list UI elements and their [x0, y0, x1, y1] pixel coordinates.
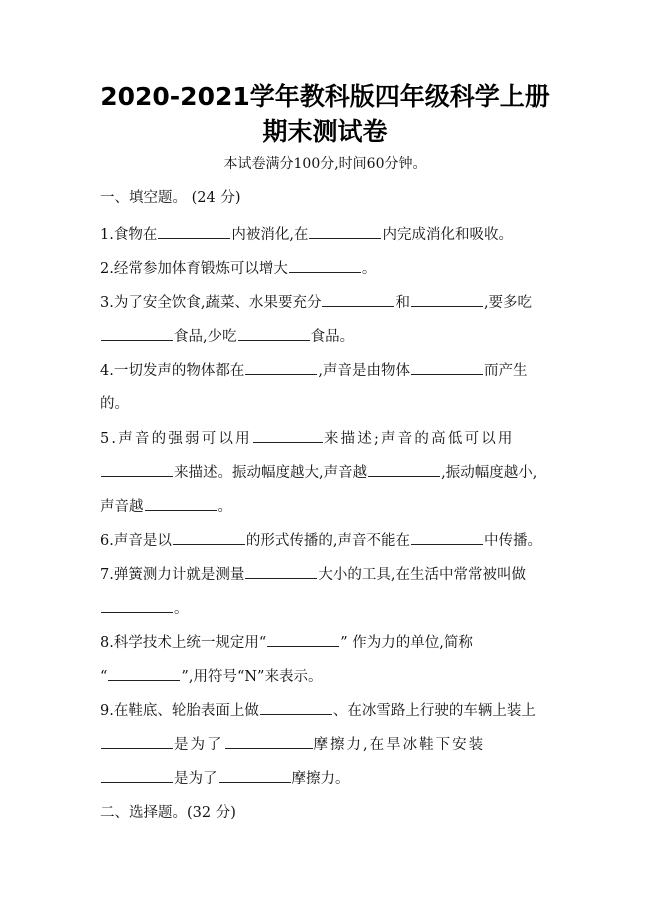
q5-text-a: 5.声音的强弱可以用	[100, 431, 252, 447]
title-line-1: 2020-2021学年教科版四年级科学上册	[100, 82, 550, 111]
q3-text-b: 和	[395, 295, 410, 311]
blank-2-1[interactable]	[289, 258, 361, 273]
q9-text-e: 是为了	[174, 771, 218, 787]
q9-text-a: 9.在鞋底、轮胎表面上做	[100, 703, 259, 719]
q3-text-c: ,要多吃	[483, 295, 533, 311]
q8-text-a: 8.科学技术上统一规定用“	[100, 635, 267, 651]
blank-6-1[interactable]	[173, 530, 245, 545]
q2-text-b: 。	[361, 261, 377, 277]
blank-3-3[interactable]	[101, 326, 173, 341]
q3-text-e: 食品。	[310, 329, 355, 345]
question-6	[100, 530, 555, 551]
q7-text-c: 。	[174, 601, 189, 617]
q5-text-e: 声音越	[100, 499, 144, 515]
q8-text-d: ”,用符号“N”来表示。	[181, 669, 323, 685]
q1-text-c: 内完成消化和吸收。	[382, 227, 513, 243]
q6-text-b: 的形式传播的,声音不能在	[245, 533, 410, 549]
question-9-line-1	[100, 700, 555, 721]
question-4-line-2	[100, 394, 555, 414]
question-3-line-1	[100, 292, 555, 313]
blank-9-5[interactable]	[219, 768, 291, 783]
question-5-line-2	[100, 462, 555, 483]
blank-9-4[interactable]	[101, 768, 173, 783]
blank-5-2[interactable]	[101, 462, 173, 477]
q6-text-a: 6.声音是以	[100, 533, 172, 549]
blank-4-1[interactable]	[245, 360, 317, 375]
blank-1-2[interactable]	[309, 224, 381, 239]
q5-text-b: 来描述;声音的高低可以用	[323, 431, 515, 447]
q1-text-b: 内被消化,在	[231, 227, 309, 243]
question-7-line-1	[100, 564, 555, 585]
section-2-heading: 二、选择题。(32 分)	[100, 805, 236, 821]
blank-7-2[interactable]	[101, 598, 173, 613]
blank-7-1[interactable]	[245, 564, 317, 579]
question-5-line-1	[100, 428, 555, 449]
q5-text-d: ,振动幅度越小,	[441, 465, 538, 481]
question-9-line-2	[100, 734, 555, 755]
q1-text-a: 1.食物在	[100, 227, 158, 243]
question-3-line-2	[100, 326, 555, 347]
section-1-heading: 一、填空题。 (24 分)	[100, 190, 241, 206]
blank-3-1[interactable]	[322, 292, 394, 307]
subtitle: 本试卷满分100分,时间60分钟。	[223, 156, 427, 172]
blank-4-2[interactable]	[411, 360, 483, 375]
question-5-line-3	[100, 496, 555, 517]
blank-8-2[interactable]	[108, 666, 180, 681]
question-1	[100, 224, 555, 245]
blank-5-1[interactable]	[253, 428, 323, 443]
q8-text-c: “	[100, 669, 108, 685]
blank-5-4[interactable]	[145, 496, 217, 511]
q4-text-b: ,声音是由物体	[318, 363, 410, 379]
q3-text-d: 食品,少吃	[174, 329, 237, 345]
q8-text-b: ” 作为力的单位,简称	[340, 635, 473, 651]
question-8-line-2	[100, 666, 555, 687]
blank-6-2[interactable]	[411, 530, 483, 545]
question-9-line-3	[100, 768, 555, 789]
q2-text-a: 2.经常参加体育锻炼可以增大	[100, 261, 288, 277]
question-7-line-2	[100, 598, 555, 619]
blank-9-3[interactable]	[225, 734, 313, 749]
q3-text-a: 3.为了安全饮食,蔬菜、水果要充分	[100, 295, 322, 311]
blank-3-2[interactable]	[411, 292, 483, 307]
q5-text-c: 来描述。振动幅度越大,声音越	[174, 465, 368, 481]
blank-9-1[interactable]	[260, 700, 332, 715]
question-2	[100, 258, 555, 279]
blank-9-2[interactable]	[101, 734, 173, 749]
q9-text-c: 是为了	[174, 737, 224, 753]
q7-text-b: 大小的工具,在生活中常常被叫做	[318, 567, 526, 583]
blank-8-1[interactable]	[267, 632, 339, 647]
q9-text-d: 摩擦力,在旱冰鞋下安装	[313, 737, 486, 753]
q9-text-b: 、在冰雪路上行驶的车辆上装上	[332, 703, 536, 719]
q5-text-f: 。	[217, 499, 232, 515]
blank-1-1[interactable]	[158, 224, 230, 239]
blank-5-3[interactable]	[368, 462, 440, 477]
question-4-line-1	[100, 360, 555, 381]
blank-3-4[interactable]	[238, 326, 310, 341]
q4-text-d: 的。	[100, 396, 129, 412]
question-8-line-1	[100, 632, 555, 653]
q9-text-f: 摩擦力。	[291, 771, 350, 787]
q4-text-c: 而产生	[483, 363, 528, 379]
q6-text-c: 中传播。	[483, 533, 542, 549]
title-line-2: 期末测试卷	[262, 117, 388, 146]
q4-text-a: 4.一切发声的物体都在	[100, 363, 245, 379]
q7-text-a: 7.弹簧测力计就是测量	[100, 567, 245, 583]
